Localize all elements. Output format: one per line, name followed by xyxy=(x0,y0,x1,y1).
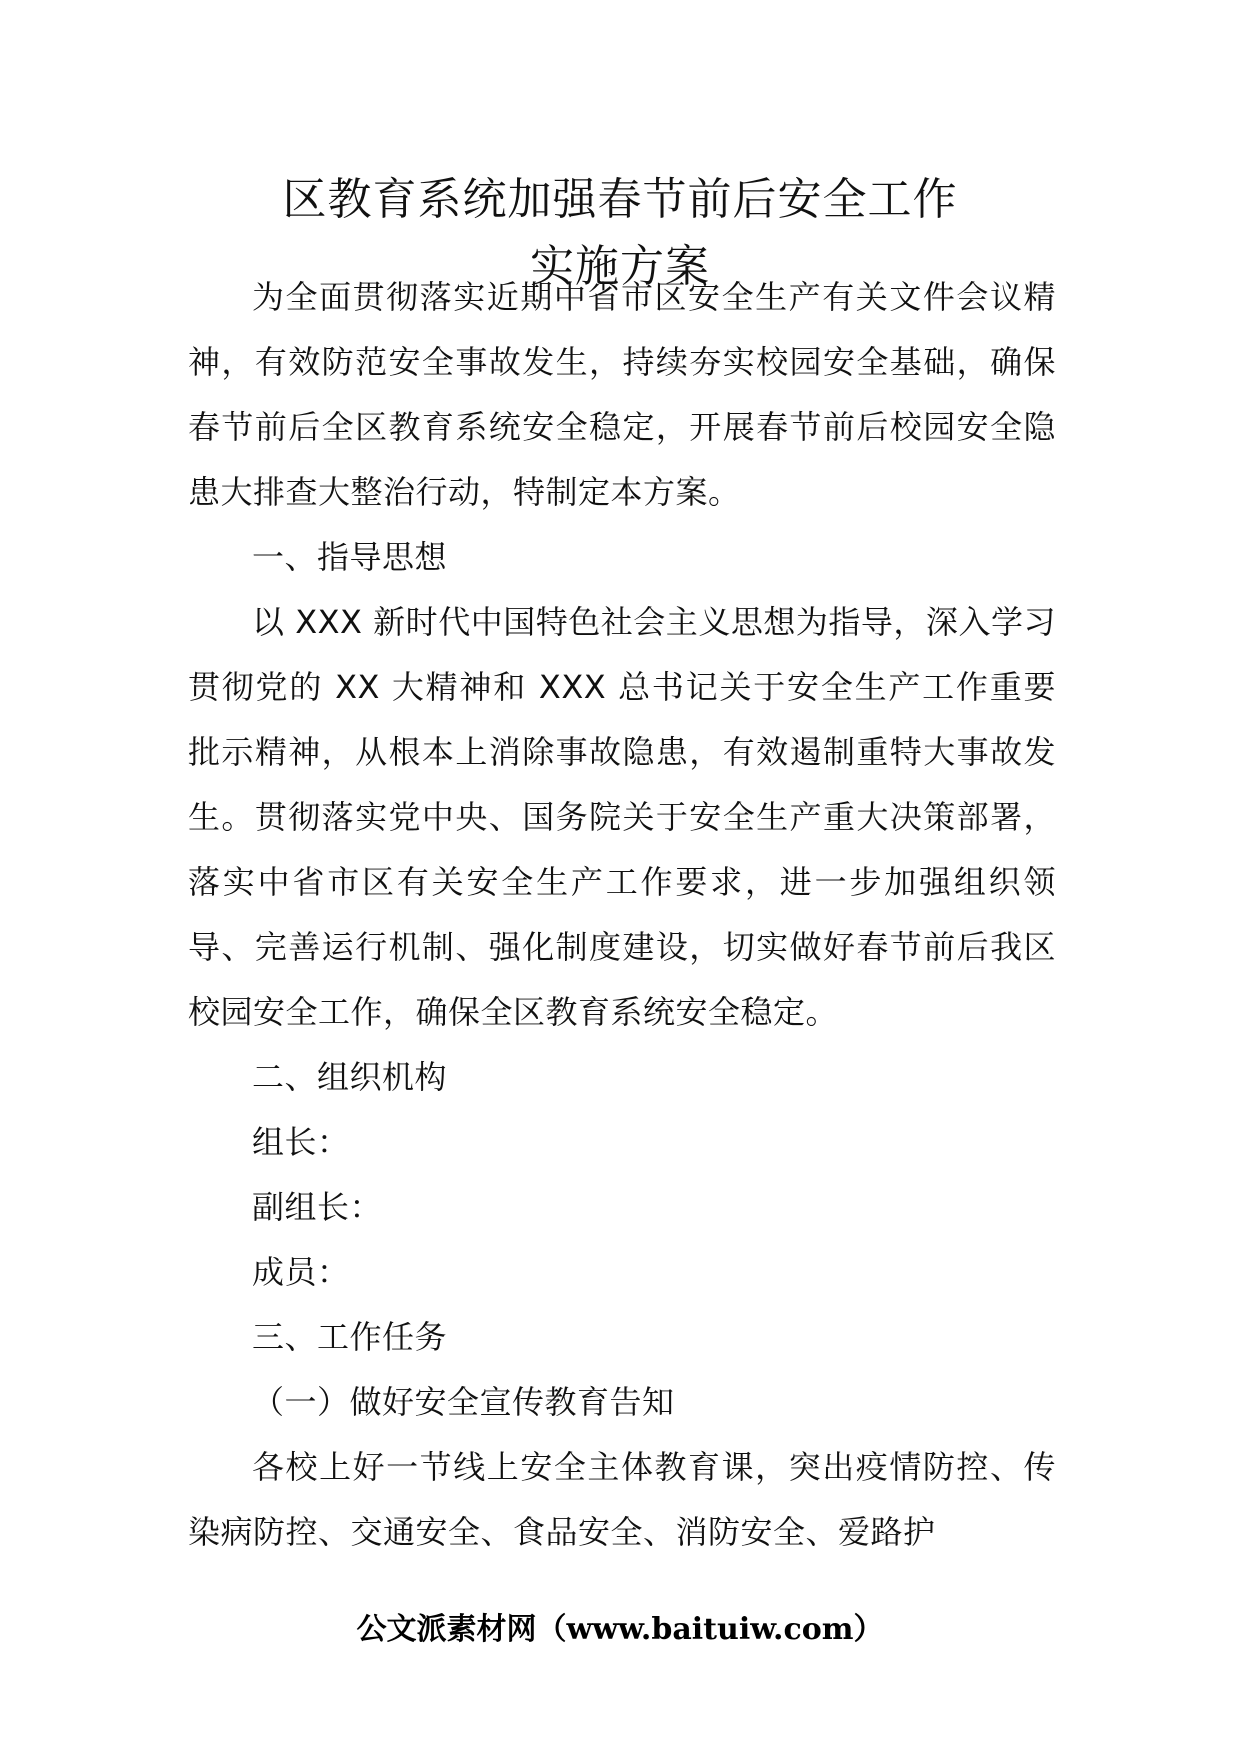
section-heading-work-tasks: 三、工作任务 xyxy=(252,1318,448,1356)
document-title-line2: 实施方案 xyxy=(530,241,710,292)
safety-education-paragraph: 各校上好一节线上安全主体教育课，突出疫情防控、传染病防控、交通安全、食品安全、消防安全、爱路护 xyxy=(188,1448,1056,1551)
footer-watermark: 公文派素材网（www.baituiw.com） xyxy=(356,1612,884,1647)
section-heading-organization: 二、组织机构 xyxy=(252,1058,448,1096)
org-members-line: 成员： xyxy=(252,1253,350,1291)
section-heading-guiding-ideology: 一、指导思想 xyxy=(252,538,448,576)
org-deputy-leader-line: 副组长： xyxy=(252,1188,383,1226)
guiding-ideology-paragraph: 以 XXX 新时代中国特色社会主义思想为指导，深入学习贯彻党的 XX 大精神和 XXX 总书记关于安全生产工作重要批示精神，从根本上消除事故隐患，有效遏制重特大事故发生。贯彻落实党中央、国务院关于安全生产重大决策部署，落实中省市区有关安全生产工作要求，进一步加强组织领导、完善运行机制、强化制度建设，切实做好春节前后我区校园安全工作，确保全区教育系统安全稳定。 xyxy=(188,603,1056,1031)
org-leader-line: 组长： xyxy=(252,1123,350,1161)
document-body xyxy=(188,265,1056,1565)
intro-paragraph: 为全面贯彻落实近期中省市区安全生产有关文件会议精神，有效防范安全事故发生，持续夯实校园安全基础，确保春节前后全区教育系统安全稳定，开展春节前后校园安全隐患大排查大整治行动，特制定本方案。 xyxy=(188,278,1056,511)
document-title-line1: 区教育系统加强春节前后安全工作 xyxy=(282,174,958,225)
subsection-heading-safety-education: （一）做好安全宣传教育告知 xyxy=(252,1383,675,1421)
